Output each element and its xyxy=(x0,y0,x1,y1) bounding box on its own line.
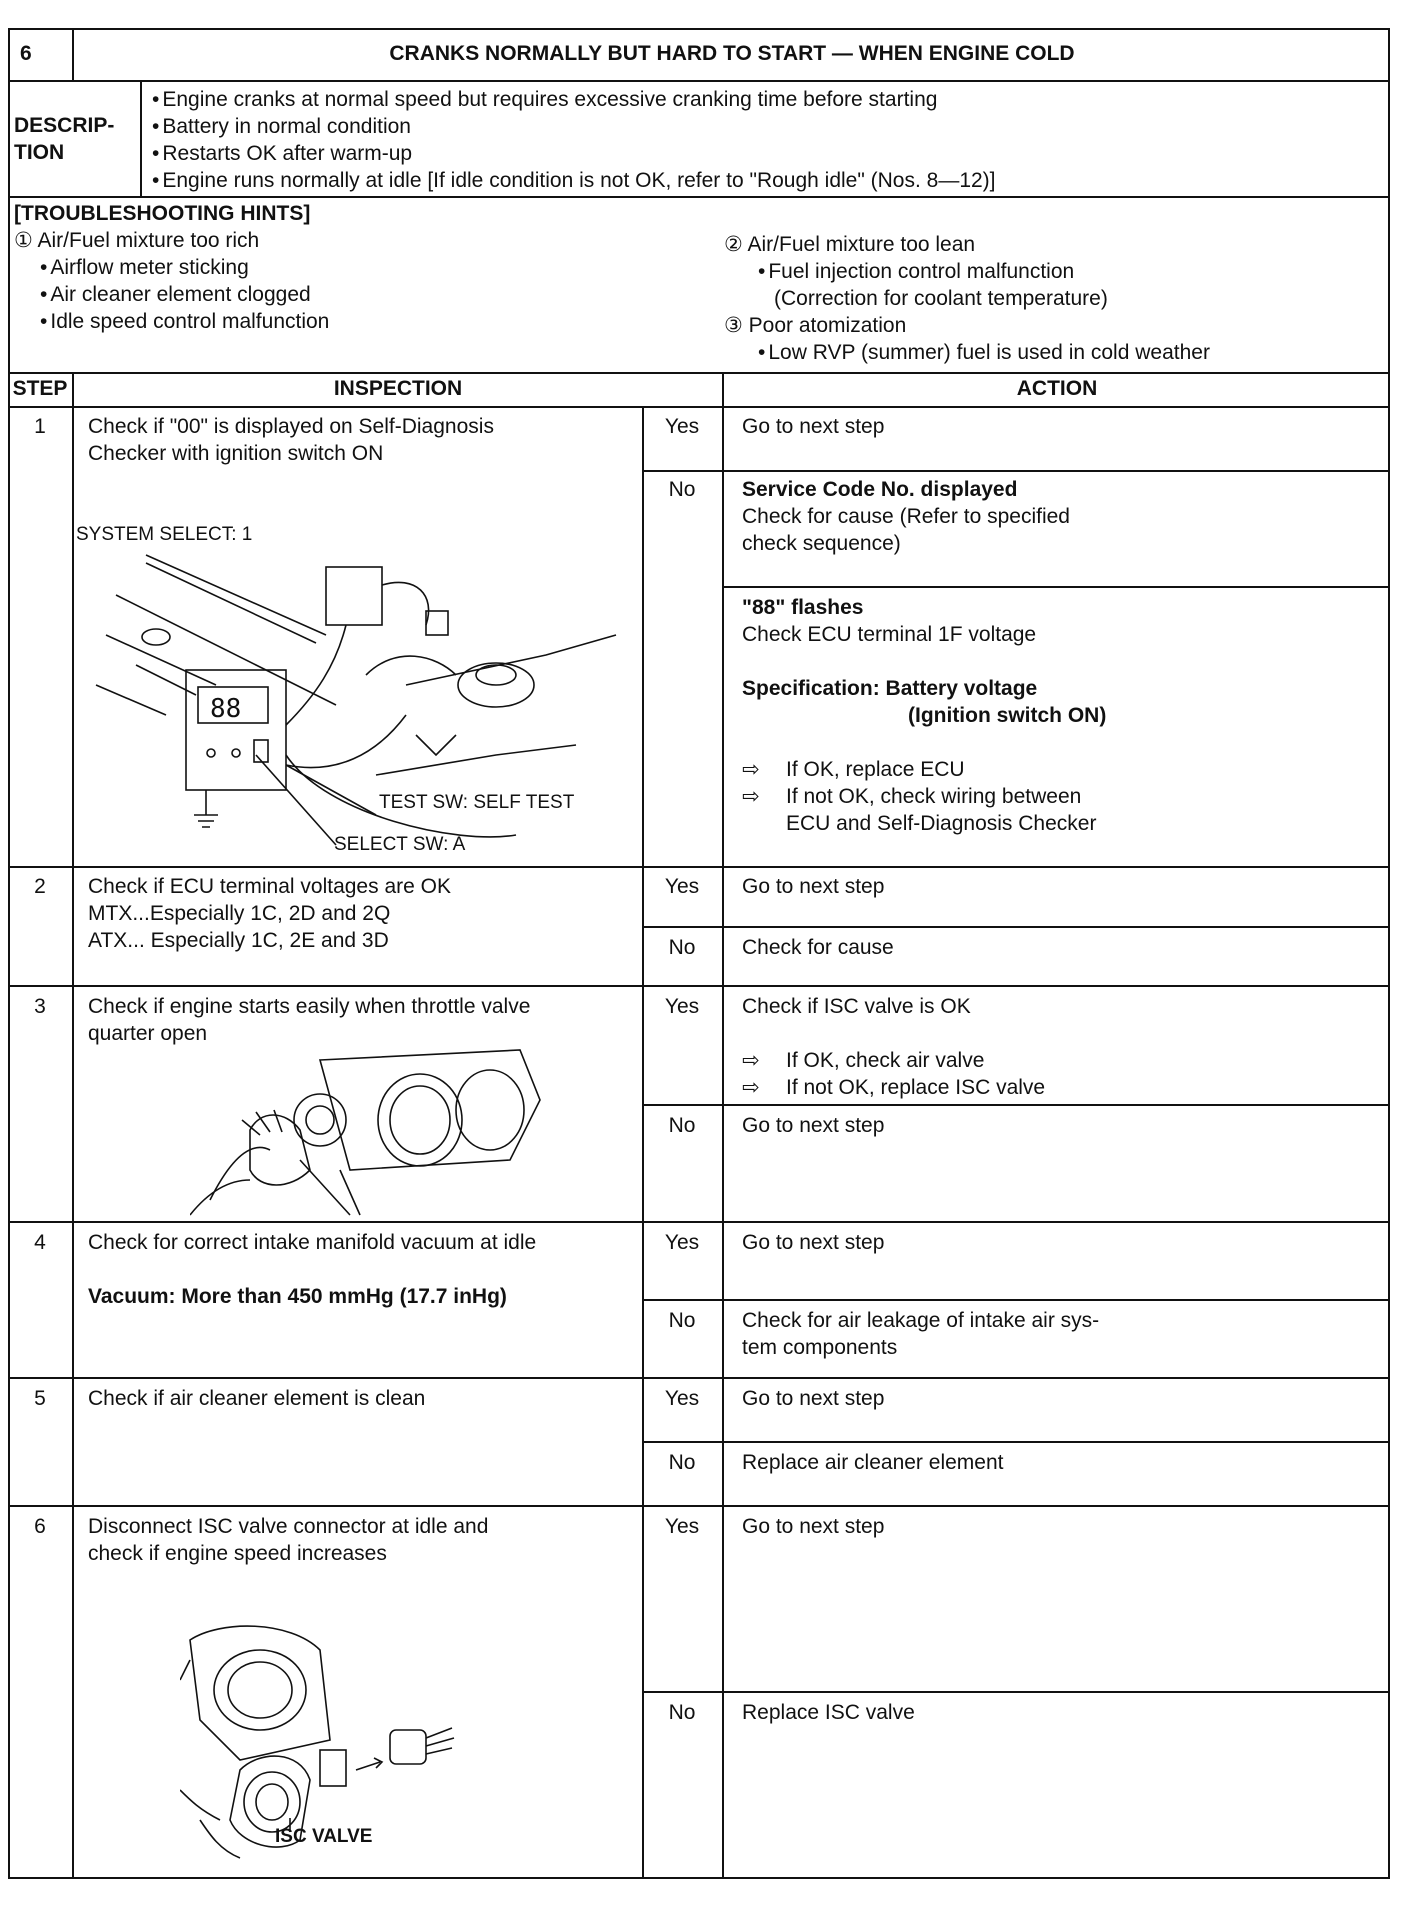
yes-label: Yes xyxy=(664,1231,700,1254)
rule-s5-yesno xyxy=(642,1441,1390,1443)
no-action: Replace air cleaner element xyxy=(742,1451,1004,1474)
select-sw-label: SELECT SW: A xyxy=(334,834,466,855)
hints-right-note: (Correction for coolant temperature) xyxy=(774,287,1108,310)
hints-left-list xyxy=(40,254,329,335)
yes-action: Go to next step xyxy=(742,1231,885,1254)
section-title: CRANKS NORMALLY BUT HARD TO START — WHEN ENGINE COLD xyxy=(389,42,1075,65)
rule-step-5 xyxy=(8,1505,1390,1507)
hints-right-heading-2: ③ Poor atomization xyxy=(724,314,907,337)
isc-valve-illustration xyxy=(180,1620,480,1860)
description-item: • Battery in normal condition xyxy=(152,113,996,140)
no-action: Go to next step xyxy=(742,1114,885,1137)
yes-action: Go to next step xyxy=(742,415,885,438)
no-action: Check for air leakage of intake air sys- tem components xyxy=(742,1309,1100,1359)
step-number: 2 xyxy=(34,875,46,898)
rule-s4-yesno xyxy=(642,1299,1390,1301)
step-inspection: Check for correct intake manifold vacuum at idle xyxy=(88,1231,537,1254)
hint-item: • Low RVP (summer) fuel is used in cold weather xyxy=(758,339,1210,366)
step-inspection: Check if engine starts easily when throttle valve quarter open xyxy=(88,995,531,1045)
description-item: • Restarts OK after warm-up xyxy=(152,140,996,167)
description-list xyxy=(152,86,996,194)
isc-valve-label: ISC VALVE xyxy=(275,1826,373,1847)
hints-right-list-2 xyxy=(758,339,1210,366)
no-label: No xyxy=(668,1701,696,1724)
flash-title: "88" flashes xyxy=(742,596,864,619)
yes-label: Yes xyxy=(664,415,700,438)
step-inspection: Check if air cleaner element is clean xyxy=(88,1387,426,1410)
yes-action: Go to next step xyxy=(742,875,885,898)
step-number: 6 xyxy=(34,1515,46,1538)
no-label: No xyxy=(668,1114,696,1137)
rule-s6-yesno xyxy=(642,1691,1390,1693)
if-ok-note: ⇨ If OK, check air valve xyxy=(742,1047,984,1074)
rule-yesno-col xyxy=(642,406,644,1879)
engine-bay-illustration xyxy=(76,515,638,863)
rule-s1-yesno xyxy=(642,470,1390,472)
spec-line-1: Specification: Battery voltage xyxy=(742,677,1038,700)
flash-text: Check ECU terminal 1F voltage xyxy=(742,623,1037,646)
description-label-line1: DESCRIP- xyxy=(14,114,115,137)
hint-item: • Air cleaner element clogged xyxy=(40,281,329,308)
rule-hints xyxy=(8,372,1390,374)
rule-step-4 xyxy=(8,1377,1390,1379)
rule-description-label xyxy=(140,80,142,196)
step-inspection: Check if "00" is displayed on Self-Diagnosis Checker with ignition switch ON xyxy=(88,415,494,465)
no-label: No xyxy=(668,478,696,501)
hints-right-heading-1: ② Air/Fuel mixture too lean xyxy=(724,233,976,256)
hints-title: [TROUBLESHOOTING HINTS] xyxy=(14,202,311,225)
throttle-valve-figure xyxy=(190,1040,550,1218)
yes-action: Check if ISC valve is OK xyxy=(742,995,971,1018)
checker-display: 88 xyxy=(210,694,242,724)
system-select-label: SYSTEM SELECT: 1 xyxy=(76,524,253,545)
yes-label: Yes xyxy=(664,1515,700,1538)
hint-item: • Airflow meter sticking xyxy=(40,254,329,281)
yes-action: Go to next step xyxy=(742,1387,885,1410)
rule-description xyxy=(8,196,1390,198)
no-label: No xyxy=(668,936,696,959)
no-label: No xyxy=(668,1309,696,1332)
step-number: 3 xyxy=(34,995,46,1018)
throttle-body-illustration xyxy=(190,1040,550,1218)
description-item: • Engine runs normally at idle [If idle condition is not OK, refer to "Rough idle" (Nos. 8—12)] xyxy=(152,167,996,194)
step-inspection: Check if ECU terminal voltages are OK MTX...Especially 1C, 2D and 2Q ATX... Especially 1C, 2E and 3D xyxy=(88,875,451,952)
column-action: ACTION xyxy=(1016,377,1098,400)
step-inspection: Disconnect ISC valve connector at idle and check if engine speed increases xyxy=(88,1515,489,1565)
step-number: 1 xyxy=(34,415,46,438)
isc-valve-figure xyxy=(180,1620,480,1860)
rule-step-2 xyxy=(8,985,1390,987)
rule-s2-yesno xyxy=(642,926,1390,928)
step-number: 4 xyxy=(34,1231,46,1254)
no-label: No xyxy=(668,1451,696,1474)
column-inspection: INSPECTION xyxy=(333,377,463,400)
hint-item: • Fuel injection control malfunction xyxy=(758,258,1074,285)
step-number: 5 xyxy=(34,1387,46,1410)
yes-label: Yes xyxy=(664,995,700,1018)
yes-label: Yes xyxy=(664,1387,700,1410)
rule-step-1 xyxy=(8,866,1390,868)
yes-label: Yes xyxy=(664,875,700,898)
no-action: Replace ISC valve xyxy=(742,1701,915,1724)
vacuum-spec: Vacuum: More than 450 mmHg (17.7 inHg) xyxy=(88,1285,507,1308)
rule-step-3 xyxy=(8,1221,1390,1223)
rule-s3-yesno xyxy=(642,1104,1390,1106)
no-action-text: Check for cause (Refer to specified check sequence) xyxy=(742,505,1070,555)
description-label-line2: TION xyxy=(14,141,65,164)
no-action-title: Service Code No. displayed xyxy=(742,478,1018,501)
if-not-ok-note: If not OK, check wiring between ECU and Self-Diagnosis Checker xyxy=(786,785,1097,835)
rule-action-col xyxy=(722,372,724,1879)
column-step: STEP xyxy=(12,377,68,400)
if-not-ok-note: ⇨ If not OK, replace ISC valve xyxy=(742,1074,1045,1101)
rule-columns xyxy=(8,406,1390,408)
hints-right-list-1 xyxy=(758,258,1074,285)
hint-item: • Idle speed control malfunction xyxy=(40,308,329,335)
spec-line-2: (Ignition switch ON) xyxy=(908,704,1107,727)
hints-left-heading: ① Air/Fuel mixture too rich xyxy=(14,229,260,252)
rule-header xyxy=(8,80,1390,82)
rule-step-col xyxy=(72,372,74,1879)
arrow-icon: ⇨ xyxy=(742,785,760,808)
test-sw-label: TEST SW: SELF TEST xyxy=(379,792,575,813)
no-action: Check for cause xyxy=(742,936,894,959)
self-diagnosis-checker-figure xyxy=(76,515,638,863)
section-number: 6 xyxy=(20,42,32,65)
rule-s1-no-split xyxy=(722,586,1390,588)
yes-action: Go to next step xyxy=(742,1515,885,1538)
if-ok-note: ⇨ If OK, replace ECU xyxy=(742,756,965,783)
description-item: • Engine cranks at normal speed but requires excessive cranking time before starting xyxy=(152,86,996,113)
